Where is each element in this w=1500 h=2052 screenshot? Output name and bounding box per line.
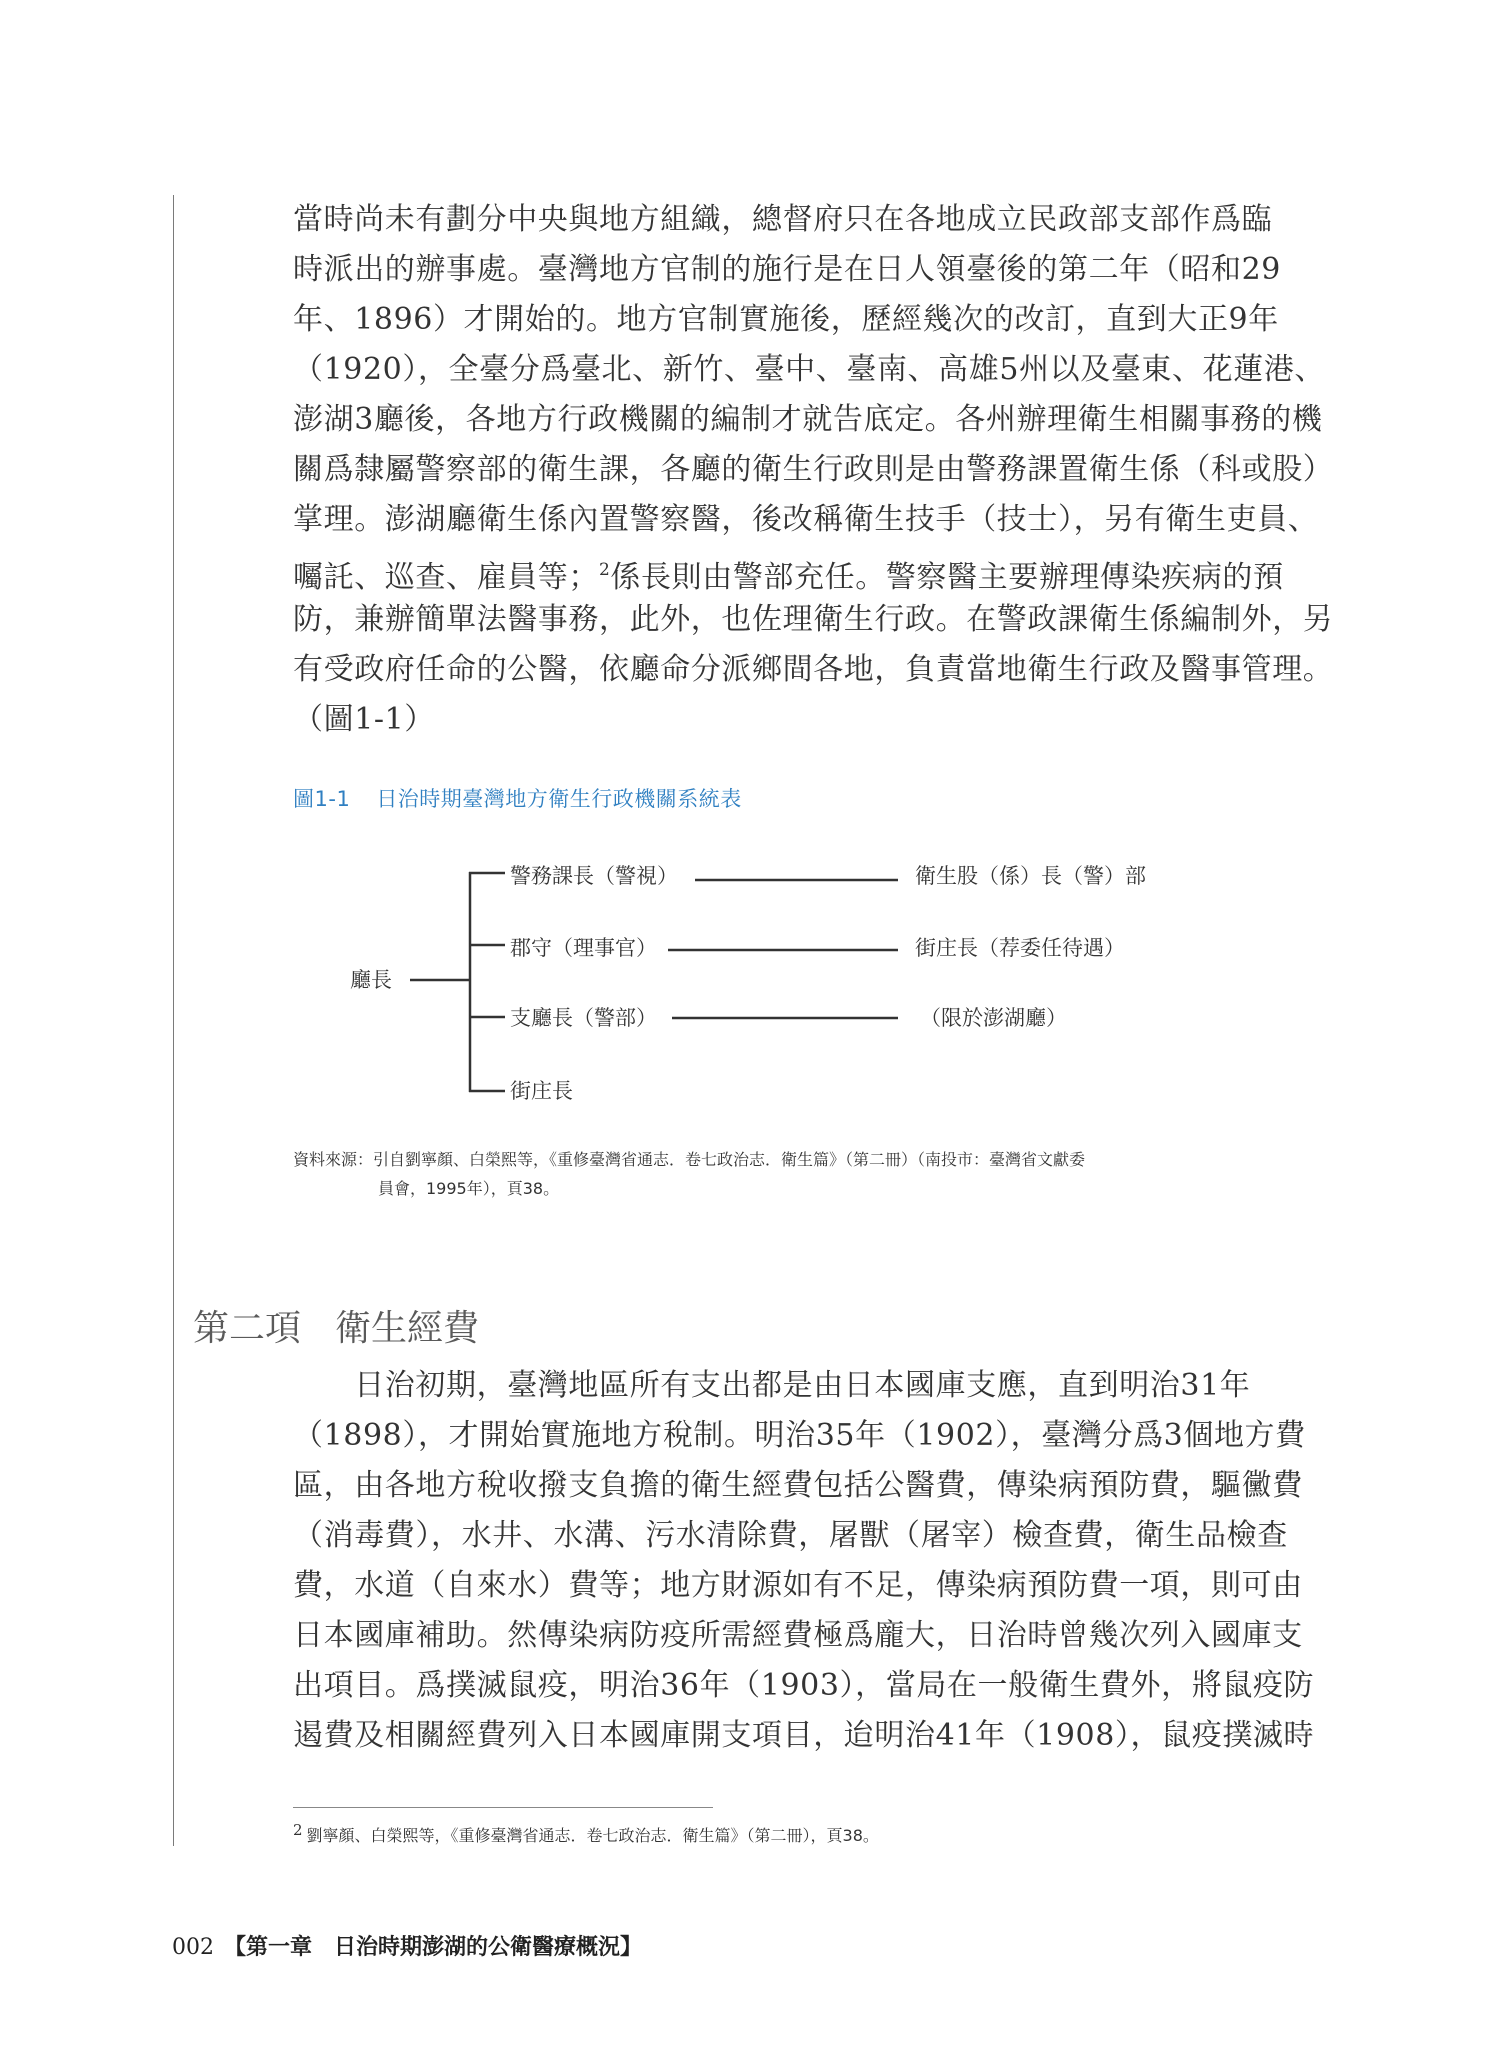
text-line: 年、1896）才開始的。地方官制實施後，歷經幾次的改訂，直到大正9年: [293, 302, 1279, 337]
footnote-mark: 2: [293, 1821, 303, 1839]
text-line: （消毒費），水井、水溝、污水清除費，屠獸（屠宰）檢查費，衛生品檢查: [293, 1518, 1288, 1553]
source-label: 資料來源：: [293, 1150, 374, 1169]
page-number: 002: [172, 1935, 214, 1960]
text-line: 防，兼辦簡單法醫事務，此外，也佐理衛生行政。在警政課衛生係編制外，另: [293, 602, 1334, 637]
text-line: [293, 545, 1303, 595]
text-line: 關爲隸屬警察部的衛生課，各廳的衛生行政則是由警務課置衛生係（科或股）: [293, 452, 1334, 487]
figure-source: [293, 1145, 1313, 1203]
text-line: 費，水道（自來水）費等；地方財源如有不足，傳染病預防費一項，則可由: [293, 1568, 1303, 1603]
text-line: （1920），全臺分爲臺北、新竹、臺中、臺南、高雄5州以及臺東、花蓮港、: [293, 352, 1326, 387]
diagram-branch: 街庄長: [510, 1079, 573, 1103]
chapter-title: 【第一章 日治時期澎湖的公衛醫療概況】: [224, 1934, 643, 1960]
text-line: 有受政府任命的公醫，依廳命分派鄉間各地，負責當地衛生行政及醫事管理。: [293, 652, 1334, 687]
paragraph-1: [293, 195, 1334, 745]
text-line: （1898），才開始實施地方稅制。明治35年（1902），臺灣分爲3個地方費: [293, 1418, 1306, 1453]
diagram-branch: 警務課長（警視）: [510, 864, 678, 888]
figure-number: 圖1-1: [293, 787, 351, 811]
text-line: 出項目。爲撲滅鼠疫，明治36年（1903），當局在一般衛生費外，將鼠疫防: [293, 1668, 1315, 1703]
text-segment: 囑託、巡查、雇員等；: [293, 560, 599, 595]
text-line: 時派出的辦事處。臺灣地方官制的施行是在日人領臺後的第二年（昭和29: [293, 252, 1281, 287]
text-line: （圖1-1）: [293, 702, 435, 737]
footnote-rule: [293, 1807, 713, 1808]
figure-title: 日治時期臺灣地方衛生行政機關系統表: [376, 787, 742, 811]
diagram-branch: 郡守（理事官）: [510, 936, 657, 960]
text-line: 日治初期，臺灣地區所有支出都是由日本國庫支應，直到明治31年: [293, 1368, 1251, 1403]
footnote-reference[interactable]: 2: [599, 560, 611, 580]
margin-rule: [173, 195, 174, 1846]
diagram-root: 廳長: [350, 968, 392, 992]
running-footer: [172, 1930, 642, 1961]
text-line: 日本國庫補助。然傳染病防疫所需經費極爲龐大，日治時曾幾次列入國庫支: [293, 1618, 1303, 1653]
section-title: 衛生經費: [335, 1308, 480, 1349]
diagram-target: 衛生股（係）長（警）部: [915, 864, 1146, 888]
diagram-target: 街庄長（荐委任待遇）: [915, 936, 1125, 960]
source-line: [293, 1145, 1313, 1174]
text-line: 區，由各地方稅收撥支負擔的衛生經費包括公醫費，傳染病預防費，驅黴費: [293, 1468, 1303, 1503]
text-line: 澎湖3廳後，各地方行政機關的編制才就告底定。各州辦理衛生相關事務的機: [293, 402, 1323, 437]
diagram-target: （限於澎湖廳）: [920, 1006, 1067, 1030]
source-text: 引自劉寧顏、白榮熙等，《重修臺灣省通志．卷七政治志．衛生篇》（第二冊）（南投市：臺灣省文獻委: [373, 1150, 1086, 1169]
text-segment: 係長則由警部充任。警察醫主要辦理傳染疾病的預: [610, 560, 1284, 595]
text-line: 當時尚未有劃分中央與地方組織，總督府只在各地成立民政部支部作爲臨: [293, 202, 1273, 237]
text-line: 掌理。澎湖廳衛生係內置警察醫，後改稱衛生技手（技士），另有衛生吏員、: [293, 502, 1319, 537]
diagram-branch: 支廳長（警部）: [510, 1006, 657, 1030]
figure-caption: [293, 783, 742, 813]
paragraph-2: [293, 1361, 1315, 1761]
section-number: 第二項: [193, 1308, 302, 1349]
footnote-text: 劉寧顏、白榮熙等，《重修臺灣省通志．卷七政治志．衛生篇》（第二冊），頁38。: [306, 1826, 879, 1845]
section-heading: [193, 1300, 479, 1351]
text-line: 遏費及相關經費列入日本國庫開支項目，迨明治41年（1908），鼠疫撲滅時: [293, 1718, 1315, 1753]
footnote: [293, 1821, 879, 1846]
source-line: 員會，1995年），頁38。: [378, 1179, 560, 1198]
